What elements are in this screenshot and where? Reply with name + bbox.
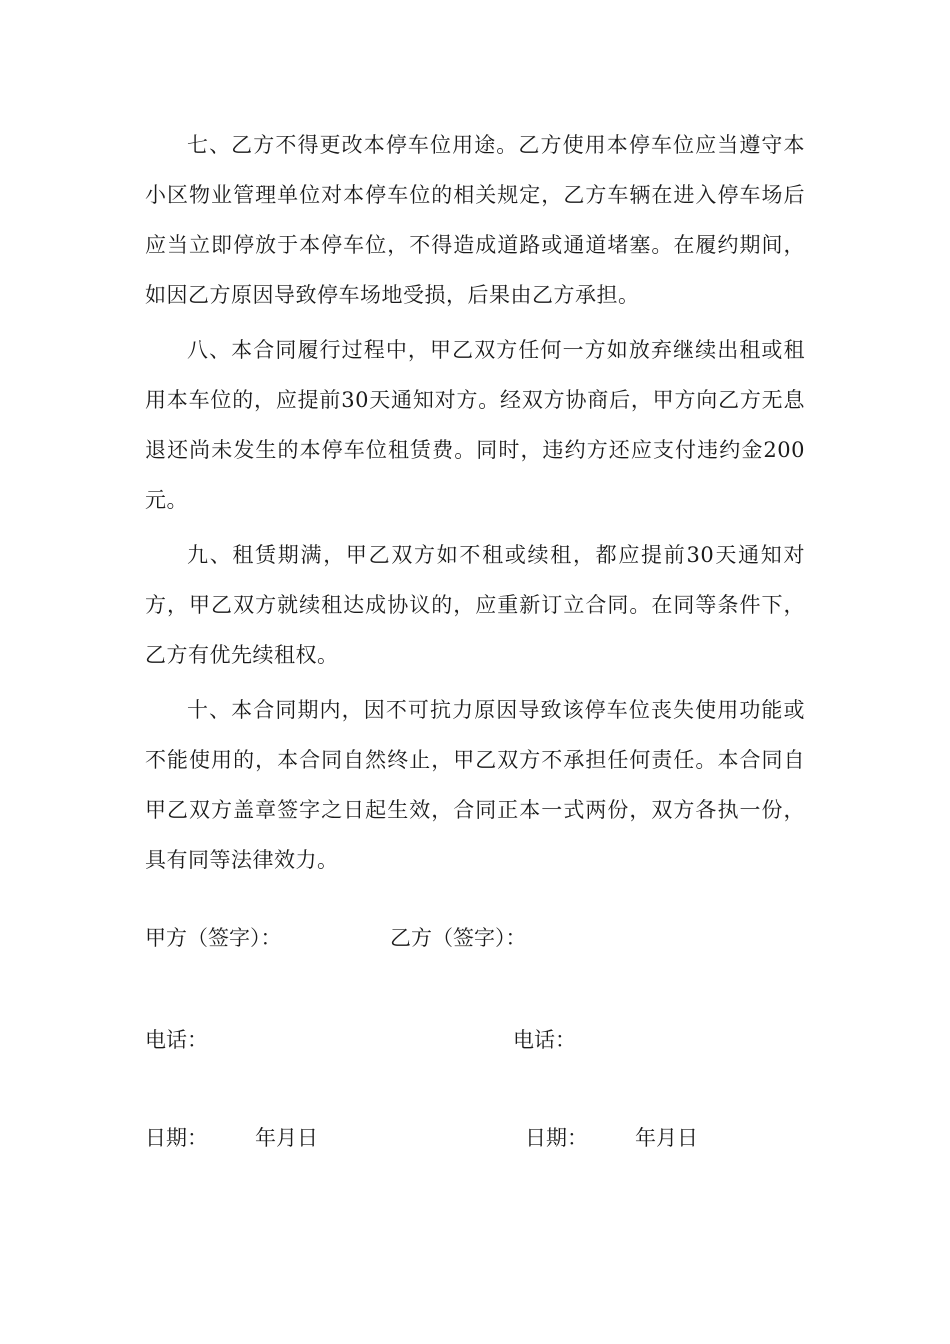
party-b-signature-label: 乙方（签字）： bbox=[390, 926, 527, 950]
day-label: 日 bbox=[297, 1126, 318, 1150]
year-label: 年 bbox=[635, 1126, 656, 1150]
day-label: 日 bbox=[677, 1126, 698, 1150]
party-a-signature-label: 甲方（签字）： bbox=[145, 926, 282, 950]
contract-clauses bbox=[145, 120, 805, 890]
clause-10: 十、本合同期内，因不可抗力原因导致该停车位丧失使用功能或不能使用的，本合同自然终止，甲乙双方不承担任何责任。本合同自甲乙双方盖章签字之日起生效，合同正本一式两份，双方各执一份，具有同等法律效力。 bbox=[145, 698, 805, 872]
party-a-phone-label: 电话： bbox=[145, 1028, 208, 1052]
year-label: 年 bbox=[255, 1126, 276, 1150]
clause-9: 九、租赁期满，甲乙双方如不租或续租，都应提前30天通知对方，甲乙双方就续租达成协议的，应重新订立合同。在同等条件下，乙方有优先续租权。 bbox=[145, 543, 805, 667]
month-label: 月 bbox=[276, 1126, 297, 1150]
party-a-date-fields bbox=[255, 1123, 318, 1153]
party-b-date-label: 日期： bbox=[525, 1126, 588, 1150]
clause-7: 七、乙方不得更改本停车位用途。乙方使用本停车位应当遵守本小区物业管理单位对本停车位的相关规定，乙方车辆在进入停车场后应当立即停放于本停车位，不得造成道路或通道堵塞。在履约期间，如因乙方原因导致停车场地受损，后果由乙方承担。 bbox=[145, 133, 805, 307]
month-label: 月 bbox=[656, 1126, 677, 1150]
party-a-date-label: 日期： bbox=[145, 1126, 208, 1150]
clause-8: 八、本合同履行过程中，甲乙双方任何一方如放弃继续出租或租用本车位的，应提前30天通知对方。经双方协商后，甲方向乙方无息退还尚未发生的本停车位租赁费。同时，违约方还应支付违约金200元。 bbox=[145, 338, 805, 512]
party-b-date-fields bbox=[635, 1123, 698, 1153]
party-b-phone-label: 电话： bbox=[513, 1028, 576, 1052]
